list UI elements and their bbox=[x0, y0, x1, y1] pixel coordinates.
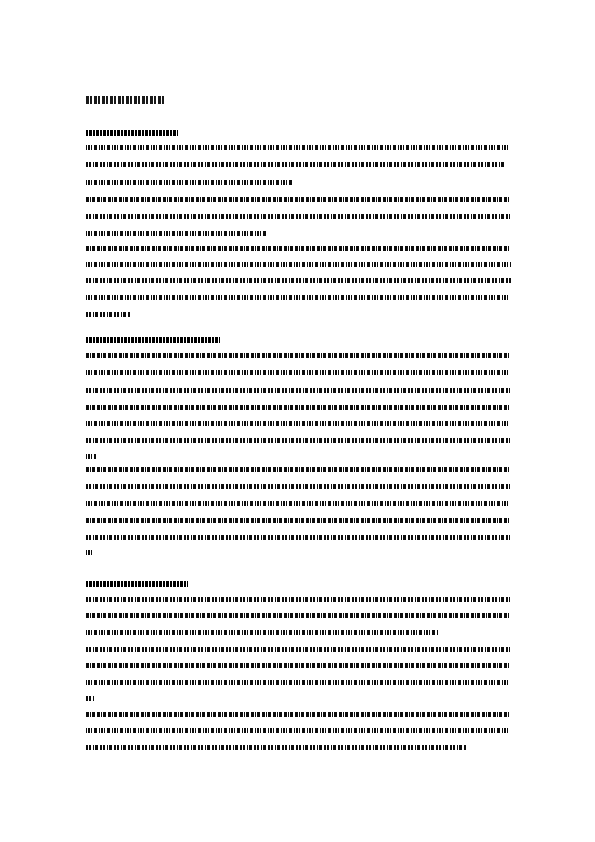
text-line bbox=[86, 535, 510, 540]
text-line bbox=[86, 295, 510, 300]
text-line bbox=[86, 696, 94, 701]
section-2-heading bbox=[86, 337, 220, 343]
text-line bbox=[86, 613, 510, 618]
text-line bbox=[86, 421, 510, 426]
text-line bbox=[86, 145, 510, 150]
text-line bbox=[86, 353, 510, 358]
text-line bbox=[86, 745, 466, 750]
text-line bbox=[86, 454, 96, 459]
text-line bbox=[86, 370, 509, 375]
text-line bbox=[86, 647, 510, 652]
text-line bbox=[86, 728, 510, 733]
text-line bbox=[86, 597, 510, 602]
text-line bbox=[86, 312, 130, 317]
text-line bbox=[86, 405, 510, 410]
text-line bbox=[86, 663, 510, 668]
section-3-heading bbox=[86, 581, 188, 587]
text-line bbox=[86, 388, 510, 393]
text-line bbox=[86, 214, 510, 219]
text-line bbox=[86, 180, 294, 185]
text-line bbox=[86, 518, 510, 523]
text-line bbox=[86, 501, 510, 506]
text-line bbox=[86, 680, 510, 685]
text-line bbox=[86, 438, 510, 443]
page-title bbox=[86, 96, 166, 104]
text-line bbox=[86, 467, 510, 472]
text-line bbox=[86, 262, 511, 267]
section-1-heading bbox=[86, 130, 178, 136]
text-line bbox=[86, 278, 511, 283]
text-line bbox=[86, 246, 510, 251]
text-line bbox=[86, 712, 510, 717]
text-line bbox=[86, 231, 268, 236]
text-line bbox=[86, 162, 506, 167]
text-line bbox=[86, 550, 92, 555]
text-line bbox=[86, 630, 438, 635]
text-line bbox=[86, 484, 510, 489]
text-line bbox=[86, 197, 509, 202]
